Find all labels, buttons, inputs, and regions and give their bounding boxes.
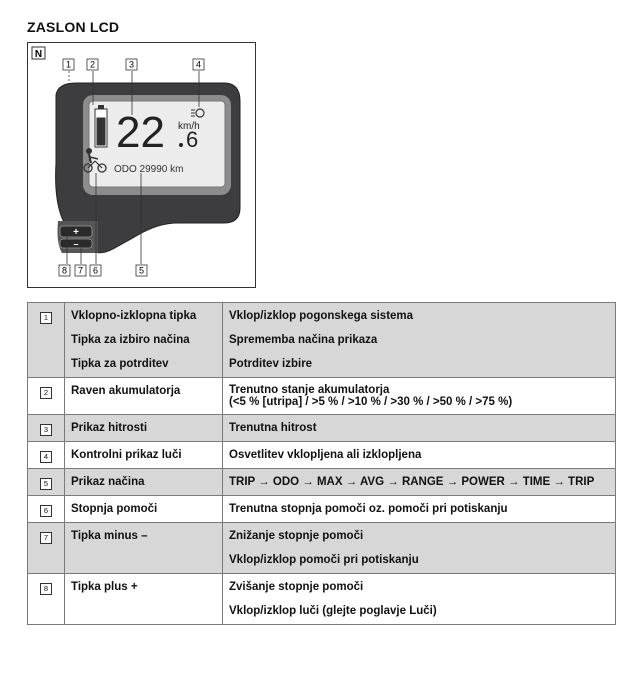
plus-symbol: +: [73, 227, 79, 238]
row-desc: Trenutno stanje akumulatorja: [229, 384, 390, 396]
svg-text:1: 1: [65, 59, 72, 70]
row-name: Prikaz hitrosti: [71, 422, 148, 434]
speed-unit: km/h: [178, 121, 200, 132]
row-name: Prikaz načina: [71, 476, 145, 488]
svg-text:3: 3: [128, 59, 135, 70]
row-desc: (<5 % [utripa] / >5 % / >10 % / >30 % / >50 % / >75 %): [229, 396, 513, 408]
lcd-illustration: [28, 43, 257, 289]
row-number: 4: [40, 451, 52, 463]
battery-fill: [97, 118, 106, 146]
row-desc: Vklop/izklop pomoči pri potiskanju: [229, 554, 419, 566]
row-number: 7: [40, 532, 52, 544]
row-desc: Vklop/izklop pogonskega sistema: [229, 310, 414, 322]
row-name: Tipka za potrditev: [71, 358, 169, 370]
legend-row: [28, 303, 616, 378]
row-desc: Trenutna stopnja pomoči oz. pomoči pri potiskanju: [229, 503, 508, 515]
callout-1: [63, 59, 74, 70]
legend-row: [28, 378, 616, 415]
svg-text:7: 7: [77, 265, 84, 276]
callout-7: [75, 265, 86, 276]
corner-label: N: [34, 49, 43, 60]
svg-text:2: 2: [89, 59, 96, 70]
row-desc: Potrditev izbire: [229, 358, 313, 370]
row-name: Stopnja pomoči: [71, 503, 158, 515]
legend-row: [28, 415, 616, 442]
row-number: 1: [40, 312, 52, 324]
page-title: ZASLON LCD: [27, 19, 120, 35]
legend-row: [28, 523, 616, 574]
callout-8: [59, 265, 70, 276]
decimal-point: [179, 143, 183, 147]
svg-text:6: 6: [92, 265, 99, 276]
row-desc: Sprememba načina prikaza: [229, 334, 378, 346]
legend-table: [27, 302, 616, 625]
battery-cap: [98, 105, 104, 109]
row-desc: Vklop/izklop luči (glejte poglavje Luči): [229, 605, 437, 617]
callout-4: [193, 59, 204, 70]
row-desc: Znižanje stopnje pomoči: [229, 530, 364, 542]
row-desc: Trenutna hitrost: [229, 422, 317, 434]
legend-row: [28, 469, 616, 496]
row-desc: Zvišanje stopnje pomoči: [229, 581, 364, 593]
callout-5: [136, 265, 147, 276]
row-number: 2: [40, 387, 52, 399]
legend-row: [28, 574, 616, 625]
row-name: Raven akumulatorja: [71, 385, 181, 397]
minus-symbol: –: [73, 239, 79, 249]
svg-text:8: 8: [61, 265, 68, 276]
speed-decimal-readout: 6: [186, 127, 199, 152]
row-name: Vklopno-izklopna tipka: [71, 310, 197, 322]
row-name: Tipka plus +: [71, 581, 138, 593]
row-number: 3: [40, 424, 52, 436]
row-number: 8: [40, 583, 52, 595]
svg-text:5: 5: [138, 265, 145, 276]
svg-text:4: 4: [195, 59, 202, 70]
callout-3: [126, 59, 137, 70]
lcd-figure: [27, 42, 256, 288]
callout-6: [90, 265, 101, 276]
legend-row: [28, 496, 616, 523]
callout-2: [87, 59, 98, 70]
legend-row: [28, 442, 616, 469]
row-number: 5: [40, 478, 52, 490]
speed-main-readout: 22: [116, 108, 165, 157]
row-desc: Osvetlitev vklopljena ali izklopljena: [229, 449, 422, 461]
row-name: Tipka minus –: [71, 530, 148, 542]
row-name: Kontrolni prikaz luči: [71, 449, 182, 461]
row-name: Tipka za izbiro načina: [71, 334, 190, 346]
odo-readout: ODO 29990 km: [114, 164, 184, 175]
row-desc: TRIP → ODO → MAX → AVG → RANGE → POWER → TIME → TRIP: [229, 476, 595, 488]
row-number: 6: [40, 505, 52, 517]
